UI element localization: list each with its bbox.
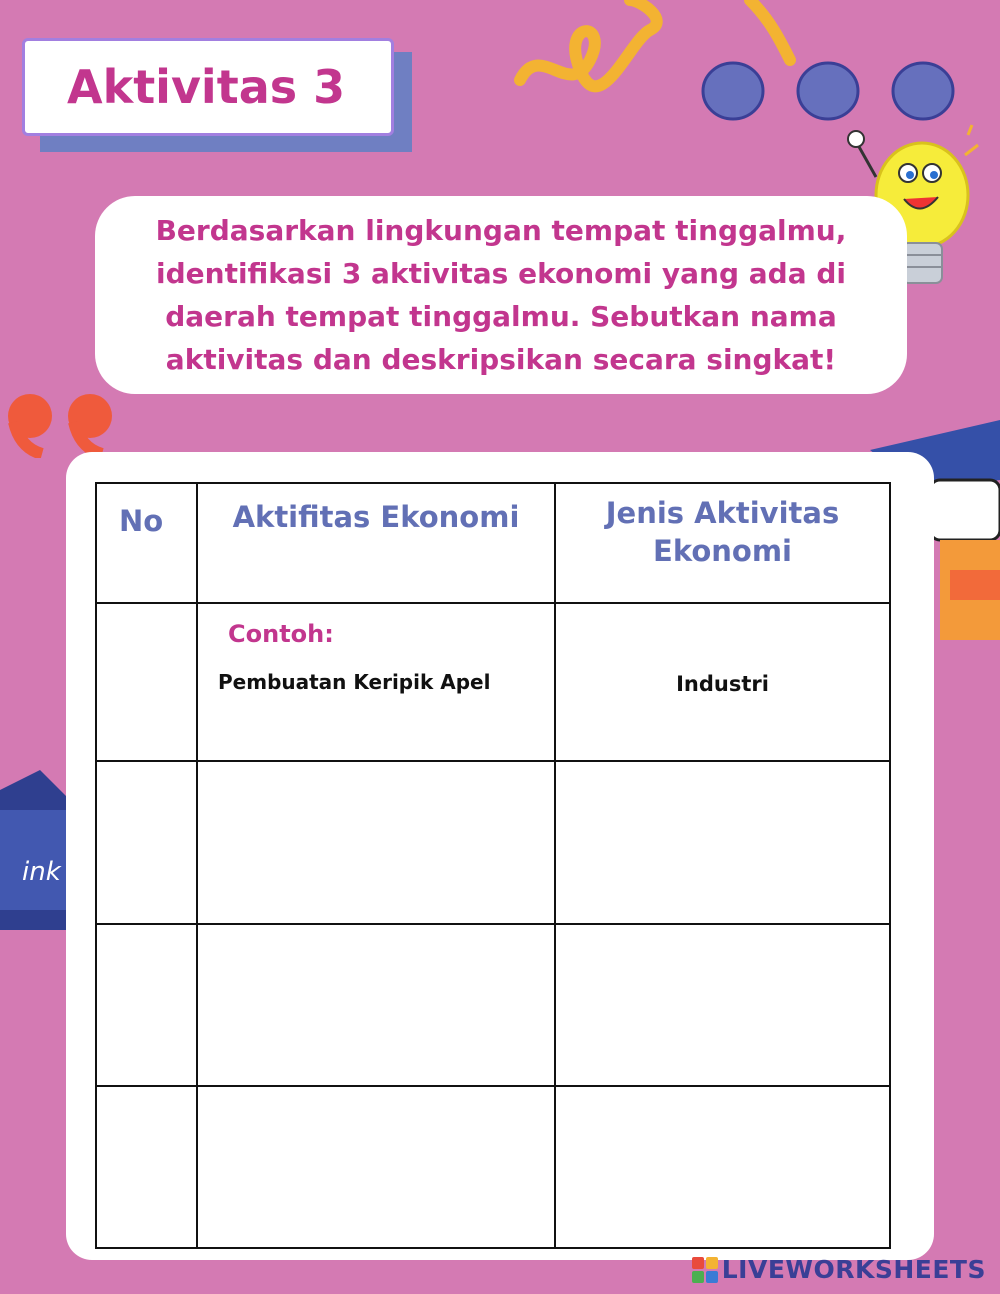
- table-row: [96, 924, 890, 1086]
- cell-activity[interactable]: [197, 924, 555, 1086]
- ink-label: ink: [22, 857, 61, 887]
- page-title: Aktivitas 3: [22, 38, 394, 136]
- brand-watermark: [692, 1255, 986, 1284]
- example-type: Industri: [676, 672, 769, 696]
- header-no: No: [96, 483, 197, 603]
- instruction-text: Berdasarkan lingkungan tempat tinggalmu, identifikasi 3 aktivitas ekonomi yang ada di daerah tempat tinggalmu. Sebutkan nama aktivitas dan deskripsikan secara singkat!: [95, 196, 907, 394]
- brand-logo-icon: [692, 1257, 718, 1283]
- example-activity: Pembuatan Keripik Apel: [218, 670, 491, 694]
- table-header-row: [96, 483, 890, 603]
- header-activity: Aktifitas Ekonomi: [197, 483, 555, 603]
- cell-activity[interactable]: [197, 761, 555, 924]
- dot-icon: [890, 60, 960, 122]
- table-row: [96, 1086, 890, 1248]
- cell-activity-type: [555, 603, 890, 761]
- cell-activity-type[interactable]: [555, 924, 890, 1086]
- cell-activity-type[interactable]: [555, 761, 890, 924]
- dot-icon: [795, 60, 865, 122]
- dot-icon: [700, 60, 770, 122]
- header-activity-type: Jenis Aktivitas Ekonomi: [555, 483, 890, 603]
- cell-no[interactable]: [96, 924, 197, 1086]
- example-label: Contoh:: [228, 620, 334, 648]
- activity-table: [95, 482, 891, 1249]
- brand-name: LIVEWORKSHEETS: [721, 1255, 986, 1284]
- table-row: [96, 761, 890, 924]
- table-row: [96, 603, 890, 761]
- cell-no[interactable]: [96, 1086, 197, 1248]
- cell-activity-type[interactable]: [555, 1086, 890, 1248]
- cell-no[interactable]: [96, 603, 197, 761]
- cell-activity: [197, 603, 555, 761]
- quote-icon: [0, 378, 130, 458]
- cell-no[interactable]: [96, 761, 197, 924]
- ink-bottle-icon: [0, 760, 70, 930]
- cell-activity[interactable]: [197, 1086, 555, 1248]
